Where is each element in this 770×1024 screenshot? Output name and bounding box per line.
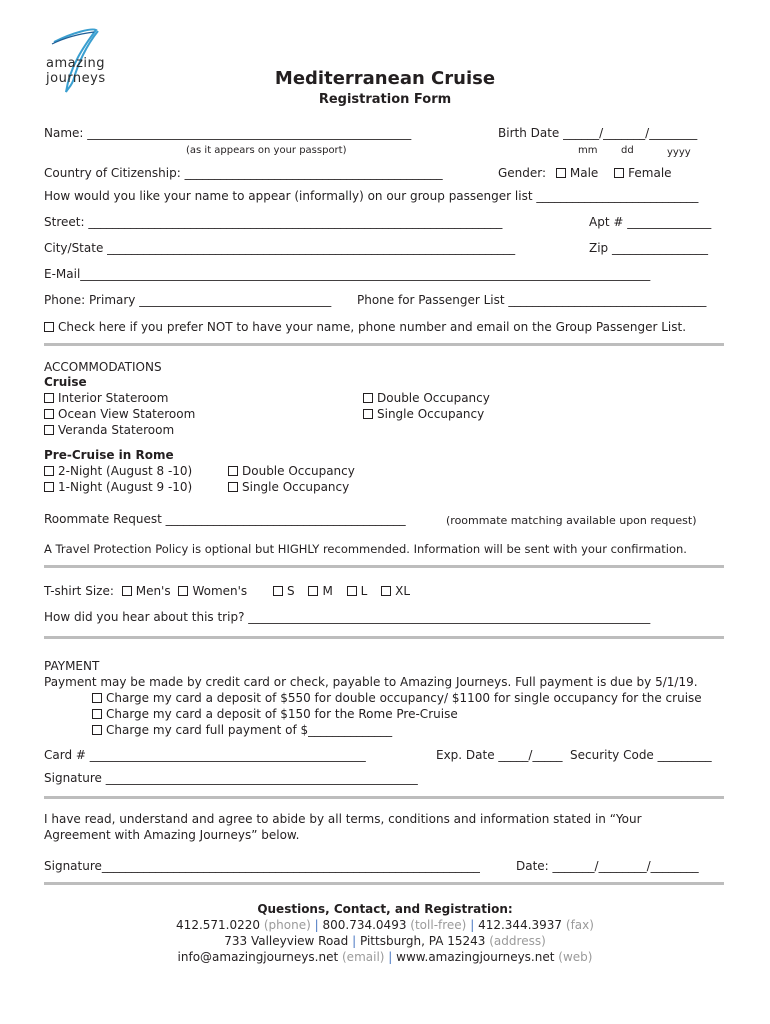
size-l-checkbox[interactable] bbox=[347, 586, 357, 596]
night-label: 1-Night (August 9 -10) bbox=[58, 480, 193, 494]
tshirt-sizes bbox=[273, 584, 410, 599]
street-field[interactable]: Street: _____________________________________________________________________ bbox=[44, 215, 503, 229]
tollfree-number: 800.734.0493 bbox=[322, 918, 407, 932]
optout-label: Check here if you prefer NOT to have your name, phone number and email on the Group Passenger List. bbox=[58, 320, 687, 334]
footer-heading: Questions, Contact, and Registration: bbox=[257, 902, 513, 916]
pre-occupancy-label: Double Occupancy bbox=[242, 464, 355, 478]
room-label: Interior Stateroom bbox=[58, 391, 169, 405]
accommodations-heading: ACCOMMODATIONS bbox=[44, 360, 162, 374]
payment-option-label: Charge my card full payment of $______________ bbox=[106, 723, 393, 737]
room-option bbox=[44, 407, 195, 422]
security-code-field[interactable]: Security Code _________ bbox=[570, 748, 712, 762]
male-label: Male bbox=[569, 166, 599, 180]
street-address: 733 Valleyview Road bbox=[224, 934, 349, 948]
email-field[interactable]: E-Mail_______________________________________________________________________________________________ bbox=[44, 267, 651, 281]
room-option bbox=[44, 423, 174, 438]
payment-checkbox[interactable] bbox=[92, 725, 102, 735]
payment-heading: PAYMENT bbox=[44, 659, 100, 673]
agreement-text: Agreement with Amazing Journeys” below. bbox=[44, 828, 300, 842]
phone-primary-field[interactable]: Phone: Primary ________________________________ bbox=[44, 293, 332, 307]
divider bbox=[44, 796, 724, 799]
room-label: Veranda Stateroom bbox=[58, 423, 175, 437]
agreement-date-field[interactable]: Date: _______/________/________ bbox=[516, 859, 699, 873]
payment-option-label: Charge my card a deposit of $550 for double occupancy/ $1100 for single occupancy for the cruise bbox=[106, 691, 702, 705]
pre-occupancy-label: Single Occupancy bbox=[242, 480, 350, 494]
size-label: L bbox=[360, 584, 368, 598]
fax-number: 412.344.3937 bbox=[478, 918, 563, 932]
occupancy-option bbox=[363, 407, 484, 422]
room-option bbox=[44, 391, 168, 406]
payment-option bbox=[92, 707, 458, 722]
travel-protection-note: A Travel Protection Policy is optional but HIGHLY recommended. Information will be sent with your confirmation. bbox=[44, 542, 687, 556]
womens-checkbox[interactable] bbox=[178, 586, 188, 596]
agreement-signature-field[interactable]: Signature_______________________________________________________________ bbox=[44, 859, 480, 873]
exp-date-field[interactable]: Exp. Date _____/_____ bbox=[436, 748, 563, 762]
logo-text: amazing journeys bbox=[46, 56, 106, 86]
night-option bbox=[44, 464, 192, 479]
separator: | bbox=[470, 918, 475, 932]
citizenship-field[interactable]: Country of Citizenship: ___________________________________________ bbox=[44, 166, 443, 180]
hear-about-field[interactable]: How did you hear about this trip? ___________________________________________________________________ bbox=[44, 610, 651, 624]
tshirt-row bbox=[44, 584, 247, 599]
payment-signature-field[interactable]: Signature ____________________________________________________ bbox=[44, 771, 418, 785]
mens-label: Men's bbox=[135, 584, 171, 598]
roommate-note: (roommate matching available upon request) bbox=[446, 514, 697, 527]
gender-group bbox=[498, 166, 672, 181]
email-tag: (email) bbox=[342, 950, 385, 964]
payment-option-label: Charge my card a deposit of $150 for the Rome Pre-Cruise bbox=[106, 707, 458, 721]
zip-field[interactable]: Zip ________________ bbox=[589, 241, 708, 255]
footer-address bbox=[0, 934, 770, 949]
separator: | bbox=[352, 934, 357, 948]
optout-row bbox=[44, 320, 686, 335]
divider bbox=[44, 565, 724, 568]
city-state-field[interactable]: City/State ____________________________________________________________________ bbox=[44, 241, 516, 255]
payment-note: Payment may be made by credit card or check, payable to Amazing Journeys. Full payment is due by 5/1/19. bbox=[44, 675, 698, 689]
size-label: XL bbox=[395, 584, 411, 598]
divider bbox=[44, 343, 724, 346]
card-number-field[interactable]: Card # ______________________________________________ bbox=[44, 748, 366, 762]
fax-tag: (fax) bbox=[565, 918, 594, 932]
pre-occupancy-option bbox=[228, 464, 355, 479]
footer-web bbox=[0, 950, 770, 965]
divider bbox=[44, 636, 724, 639]
separator: | bbox=[388, 950, 393, 964]
footer-phones bbox=[0, 918, 770, 933]
payment-option bbox=[92, 723, 392, 738]
tollfree-tag: (toll-free) bbox=[410, 918, 467, 932]
page-subtitle: Registration Form bbox=[318, 92, 452, 107]
payment-option bbox=[92, 691, 702, 706]
occupancy-option bbox=[363, 391, 490, 406]
occupancy-label: Single Occupancy bbox=[377, 407, 485, 421]
roommate-field[interactable]: Roommate Request ________________________________________ bbox=[44, 512, 406, 526]
birth-date-field[interactable]: Birth Date ______/_______/________ bbox=[498, 126, 698, 140]
pre-occupancy-option bbox=[228, 480, 349, 495]
gender-label: Gender: bbox=[498, 166, 547, 180]
tshirt-label: T-shirt Size: bbox=[44, 584, 114, 598]
divider bbox=[44, 882, 724, 885]
precruise-heading: Pre-Cruise in Rome bbox=[44, 448, 174, 462]
occupancy-checkbox[interactable] bbox=[363, 409, 373, 419]
web-link[interactable]: www.amazingjourneys.net bbox=[396, 950, 555, 964]
phone-number: 412.571.0220 bbox=[176, 918, 261, 932]
night-checkbox[interactable] bbox=[44, 466, 54, 476]
room-label: Ocean View Stateroom bbox=[58, 407, 196, 421]
page-title: Mediterranean Cruise bbox=[274, 68, 496, 89]
payment-checkbox[interactable] bbox=[92, 709, 102, 719]
payment-checkbox[interactable] bbox=[92, 693, 102, 703]
occupancy-checkbox[interactable] bbox=[363, 393, 373, 403]
agreement-text: I have read, understand and agree to abide by all terms, conditions and information stated in “Your bbox=[44, 812, 642, 826]
room-checkbox[interactable] bbox=[44, 393, 54, 403]
name-hint: (as it appears on your passport) bbox=[186, 145, 347, 156]
female-checkbox[interactable] bbox=[614, 168, 624, 178]
size-label: S bbox=[287, 584, 295, 598]
city-address: Pittsburgh, PA 15243 bbox=[359, 934, 486, 948]
night-option bbox=[44, 480, 192, 495]
cruise-heading: Cruise bbox=[44, 375, 87, 389]
pre-occupancy-checkbox[interactable] bbox=[228, 482, 238, 492]
separator: | bbox=[314, 918, 319, 932]
web-tag: (web) bbox=[558, 950, 593, 964]
size-xl-checkbox[interactable] bbox=[381, 586, 391, 596]
occupancy-label: Double Occupancy bbox=[377, 391, 490, 405]
pre-occupancy-checkbox[interactable] bbox=[228, 466, 238, 476]
size-s-checkbox[interactable] bbox=[273, 586, 283, 596]
womens-label: Women's bbox=[192, 584, 248, 598]
room-checkbox[interactable] bbox=[44, 425, 54, 435]
room-checkbox[interactable] bbox=[44, 409, 54, 419]
apt-field[interactable]: Apt # ______________ bbox=[589, 215, 712, 229]
optout-checkbox[interactable] bbox=[44, 322, 54, 332]
size-label: M bbox=[322, 584, 333, 598]
male-checkbox[interactable] bbox=[556, 168, 566, 178]
night-label: 2-Night (August 8 -10) bbox=[58, 464, 193, 478]
female-label: Female bbox=[628, 166, 672, 180]
phone-tag: (phone) bbox=[263, 918, 311, 932]
mens-checkbox[interactable] bbox=[122, 586, 132, 596]
address-tag: (address) bbox=[489, 934, 546, 948]
size-m-checkbox[interactable] bbox=[308, 586, 318, 596]
informal-name-field[interactable]: How would you like your name to appear (informally) on our group passenger list ___________________________ bbox=[44, 189, 699, 203]
night-checkbox[interactable] bbox=[44, 482, 54, 492]
birth-mm: mm bbox=[578, 145, 598, 156]
birth-dd: dd bbox=[621, 145, 634, 156]
birth-yyyy: yyyy bbox=[667, 147, 691, 158]
email-link[interactable]: info@amazingjourneys.net bbox=[177, 950, 339, 964]
name-field[interactable]: Name: ______________________________________________________ bbox=[44, 126, 412, 140]
phone-passenger-list-field[interactable]: Phone for Passenger List _________________________________ bbox=[357, 293, 707, 307]
